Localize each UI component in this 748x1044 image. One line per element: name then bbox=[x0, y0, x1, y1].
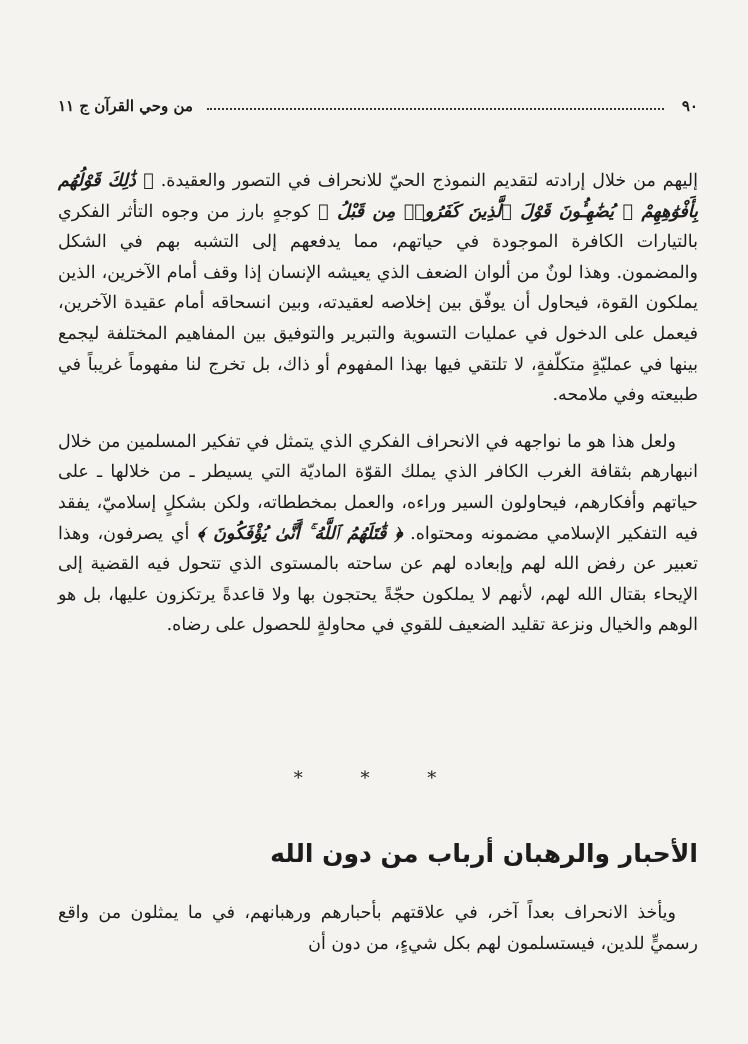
paragraph bbox=[58, 427, 698, 641]
paragraph-text: إليهم من خلال إرادته لتقديم النموذج الحيّ للانحراف في التصور والعقيدة. bbox=[160, 171, 698, 191]
paragraph: ويأخذ الانحراف بعداً آخر، في علاقتهم بأحبارهم ورهبانهم، في ما يمثلون من واقع رسميٍّ للدين، فيستسلمون لهم بكل شيءٍ، من دون أن bbox=[58, 903, 698, 954]
section-heading: الأحبار والرهبان أرباب من دون الله bbox=[270, 839, 698, 868]
quran-verse: ﴿ قَٰتَلَهُمُ ٱللَّهُ ۚ أَنَّىٰ يُؤْفَكُونَ ﴾ bbox=[197, 523, 403, 544]
quran-verse: ﴿ ذَٰلِكَ قَوْلُهُم بِأَفْوَٰهِهِمْ ۖ يُضَٰهِـُٔونَ قَوْلَ ٱلَّذِينَ كَفَرُوا۟ مِن قَبْلُ ﴾ bbox=[58, 171, 698, 222]
header-dot-leader bbox=[207, 108, 664, 110]
section-text bbox=[58, 898, 698, 959]
paragraph-text: ولعل هذا هو ما نواجهه في الانحراف الفكري الذي يتمثل في تفكير المسلمين من خلال انبهارهم بثقافة الغرب الكافر الذي يملك القوّة الماديّة التي يسيطر ـ من خلالها ـ على حياتهم وأفكارهم، فيحاولون السير وراءه، والعمل بمخططاته، ولكن بشكلٍ إسلاميّ، يفقد فيه التفكير الإسلامي مضمونه ومحتواه. bbox=[58, 431, 698, 544]
main-text bbox=[58, 166, 698, 641]
book-title: من وحي القرآن ج ١١ bbox=[58, 97, 193, 115]
book-page bbox=[58, 0, 698, 1044]
page-number: ٩٠ bbox=[681, 97, 698, 115]
paragraph-text: أي يصرفون، وهذا تعبير عن رفض الله لهم وإبعاده لهم عن ساحته بالمستوى الذي تتحول فيه القضية إلى الإيحاء بقتال الله لهم، لأنهم لا يملكون حجّةً يحتجون بها ولا قاعدةً يرتكزون عليها، بل هو الوهم والخيال ونزعة تقليد الضعيف للقوي في محاولةٍ للحصول على رضاه. bbox=[58, 523, 698, 636]
section-separator: * * * bbox=[293, 768, 463, 789]
paragraph-text: كوجهٍ بارز من وجوه التأثر الفكري بالتيارات الكافرة الموجودة في حياتهم، مما يدفعهم إلى التشبه بهم في الشكل والمضمون. وهذا لونٌ من ألوان الضعف الذي يعيشه الإنسان إذا وقف أمام الآخرين، الذين يملكون القوة، فيحاول أن يوفّق بين إخلاصه لعقيدته، وبين انسحاقه أمام عقيدة الآخرين، فيعمل على الدخول في عمليات التسوية والتبرير والتوفيق بين المفاهيم المختلفة ليجمع بينها في عمليّةٍ متكلّفةٍ، لا تلتقي فيها بهذا المفهوم أو ذاك، بل تخرج لنا مفهوماً غريباً في طبيعته وفي ملامحه. bbox=[58, 201, 698, 406]
paragraph bbox=[58, 166, 698, 411]
running-header bbox=[58, 92, 698, 120]
